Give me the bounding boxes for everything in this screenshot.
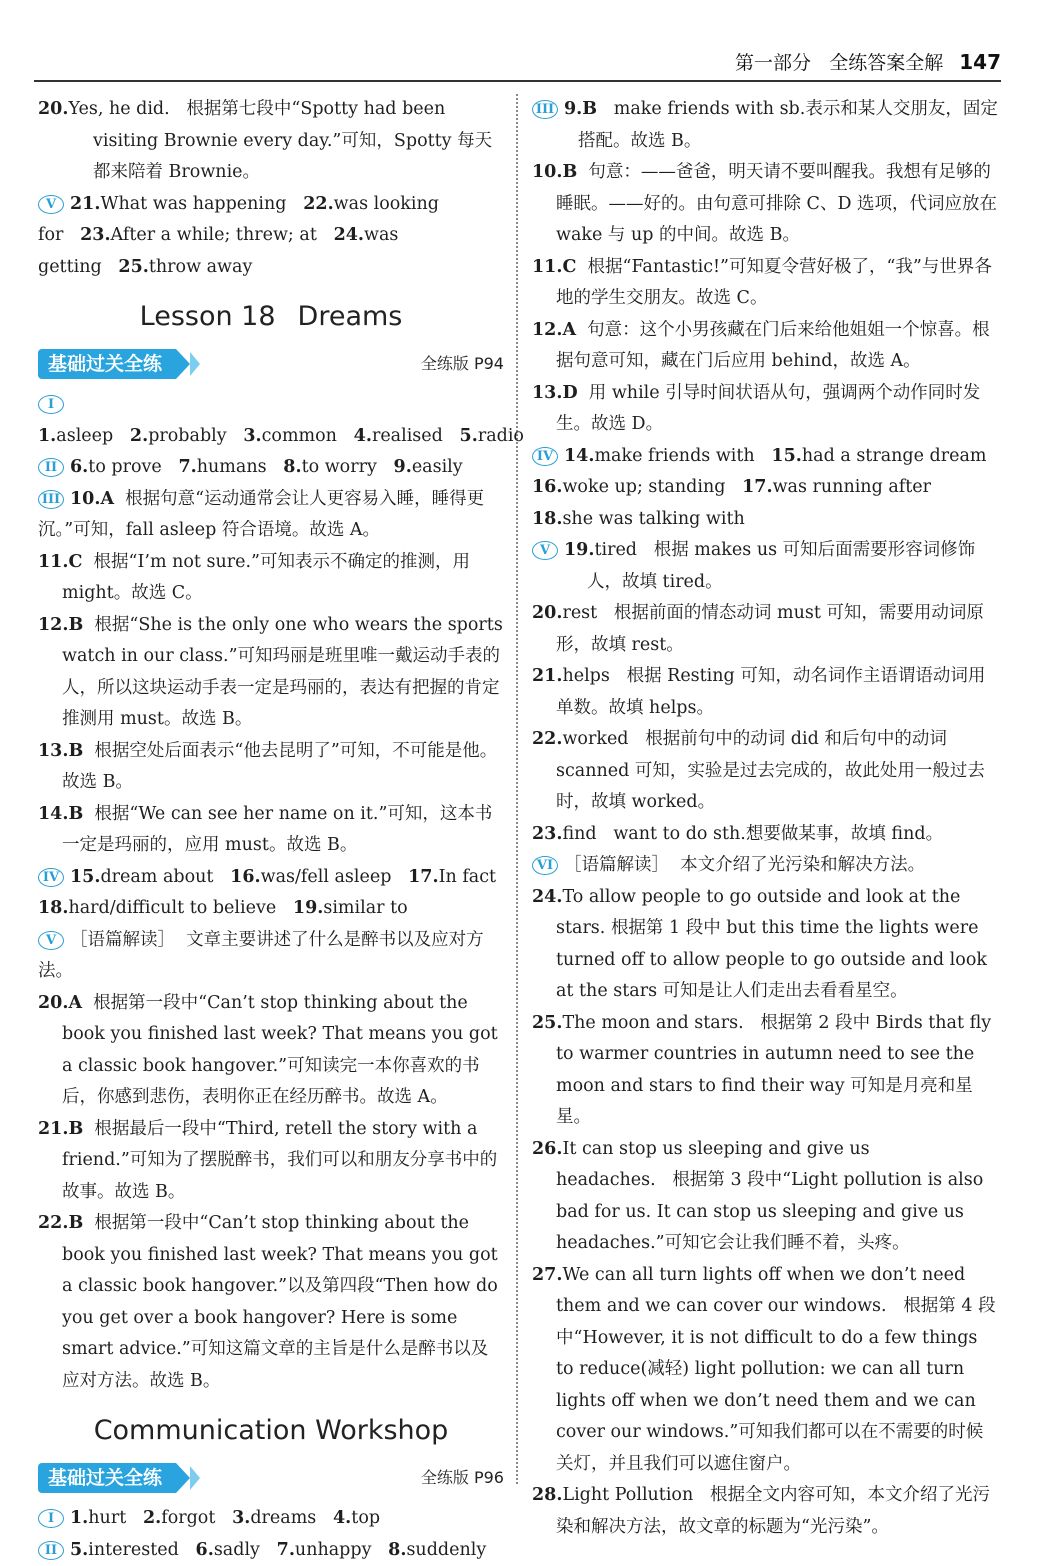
section-reference-2: 全练版 P96 bbox=[421, 1462, 504, 1494]
roman-v-icon: V bbox=[532, 541, 558, 560]
answer-11c: 11.C 根据“Fantastic!”可知夏令营好极了，“我”与世界各地的学生交朋友。故选 C。 bbox=[532, 252, 998, 315]
roman-v-icon: V bbox=[38, 931, 64, 950]
answer-22: 22.B 根据第一段中“Can’t stop thinking about the book you finished last week? That means you got a classic book hangover.”以及第四段“Then how do you get over a book hangover? Here is some smart advice.”可知这篇文章的主旨是什么是醉书以及应对方法。故选 B。 bbox=[38, 1208, 504, 1397]
roman-ii-icon: II bbox=[38, 458, 64, 477]
right-column bbox=[532, 94, 998, 1543]
answer-25: 25.The moon and stars. 根据第 2 段中 Birds that fly to warmer countries in autumn need to see the moon and stars to find their way 可知是月亮和星星。 bbox=[532, 1008, 998, 1134]
roman-iii-icon: III bbox=[532, 100, 558, 119]
answer-28: 28.Light Pollution 根据全文内容可知，本文介绍了光污染和解决方法，故文章的标题为“光污染”。 bbox=[532, 1480, 998, 1543]
right-section-iv-answers-2: 16.woke up; standing 17.was running after bbox=[532, 472, 998, 504]
answer-19: V 19.tired 根据 makes us 可知后面需要形容词修饰人，故填 tired。 bbox=[532, 535, 998, 598]
column-divider bbox=[516, 94, 518, 1484]
left-column bbox=[38, 94, 504, 1566]
section-v-answers: V 21.What was happening 22.was looking for 23.After a while; threw; at 24.was getting 25.throw away bbox=[38, 189, 504, 284]
roman-iii-icon: III bbox=[38, 490, 64, 509]
answer-22-worked: 22.worked 根据前句中的动词 did 和后句中的动词 scanned 可知，实验是过去完成的，故此处用一般过去时，故填 worked。 bbox=[532, 724, 998, 819]
answer-13: 13.B 根据空处后面表示“他去昆明了”可知，不可能是他。故选 B。 bbox=[38, 736, 504, 799]
workshop-ii-answers: II 5.interested 6.sadly 7.unhappy 8.suddenly bbox=[38, 1535, 504, 1566]
answer-20-rest: 20.rest 根据前面的情态动词 must 可知，需要用动词原形，故填 rest。 bbox=[532, 598, 998, 661]
roman-iv-icon: IV bbox=[38, 868, 64, 887]
answer-24: 24.To allow people to go outside and look at the stars. 根据第 1 段中 but this time the lights were turned off to allow people to go outside and look at the stars 可知是让人们走出去看看星空。 bbox=[532, 882, 998, 1008]
right-section-iv-answers-3: 18.she was talking with bbox=[532, 504, 998, 536]
section-ii-answers: II 6.to prove 7.humans 8.to worry 9.easily bbox=[38, 452, 504, 484]
answer-12a: 12.A 句意：这个小男孩藏在门后来给他姐姐一个惊喜。根据句意可知，藏在门后应用 behind，故选 A。 bbox=[532, 315, 998, 378]
answer-27: 27.We can all turn lights off when we don’t need them and we can cover our windows. 根据第 4 段中“However, it is not difficult to do a few things to reduce(减轻) light pollution: we can all turn lights off when we don’t need them and we can cover our windows.”可知我们都可以在不需要的时候关灯，并且我们可以遮住窗户。 bbox=[532, 1260, 998, 1481]
answer-20: 20.Yes, he did. 根据第七段中“Spotty had been visiting Brownie every day.”可知，Spotty 每天都来陪着 Brownie。 bbox=[38, 94, 504, 189]
page-header bbox=[735, 48, 1001, 75]
section-tab-2: 基础过关全练 bbox=[38, 1463, 176, 1493]
section-i-answers: I1.asleep 2.probably 3.common 4.realised 5.radio bbox=[38, 389, 504, 452]
section-iv-answers-2: 18.hard/difficult to believe 19.similar to bbox=[38, 893, 504, 925]
roman-i-icon: I bbox=[38, 1509, 64, 1528]
section-tab: 基础过关全练 bbox=[38, 349, 176, 379]
section-banner-2 bbox=[38, 1459, 504, 1497]
answer-14: 14.B 根据“We can see her name on it.”可知，这本书一定是玛丽的，应用 must。故选 B。 bbox=[38, 799, 504, 862]
header-rule bbox=[34, 80, 1001, 82]
answer-20a: 20.A 根据第一段中“Can’t stop thinking about the book you finished last week? That means you got a classic book hangover.”可知读完一本你喜欢的书后，你感到悲伤，表明你正在经历醉书。故选 A。 bbox=[38, 988, 504, 1114]
page-number: 147 bbox=[959, 50, 1001, 74]
lesson-title: Lesson 18 Dreams bbox=[38, 299, 504, 335]
answer-26: 26.It can stop us sleeping and give us headaches. 根据第 3 段中“Light pollution is also bad for us. It can stop us sleeping and give us headaches.”可知它会让我们睡不着，头疼。 bbox=[532, 1134, 998, 1260]
answer-21: 21.B 根据最后一段中“Third, retell the story with a friend.”可知为了摆脱醉书，我们可以和朋友分享书中的故事。故选 B。 bbox=[38, 1114, 504, 1209]
section-banner bbox=[38, 345, 504, 383]
section-iv-answers: IV 15.dream about 16.was/fell asleep 17.In fact bbox=[38, 862, 504, 894]
answer-21-helps: 21.helps 根据 Resting 可知，动名词作主语谓语动词用单数。故填 helps。 bbox=[532, 661, 998, 724]
passage-summary-vi: VI ［语篇解读］ 本文介绍了光污染和解决方法。 bbox=[532, 850, 998, 882]
workshop-title: Communication Workshop bbox=[38, 1413, 504, 1449]
answer-13d: 13.D 用 while 引导时间状语从句，强调两个动作同时发生。故选 D。 bbox=[532, 378, 998, 441]
answer-23-find: 23.find want to do sth.想要做某事，故填 find。 bbox=[532, 819, 998, 851]
roman-vi-icon: VI bbox=[532, 856, 558, 875]
answer-10: III 10.A 根据句意“运动通常会让人更容易入睡，睡得更沉。”可知，fall asleep 符合语境。故选 A。 bbox=[38, 484, 504, 547]
book-label: 全练答案全解 bbox=[829, 52, 943, 74]
right-section-iv-answers: IV 14.make friends with 15.had a strange dream bbox=[532, 441, 998, 473]
answer-11: 11.C 根据“I’m not sure.”可知表示不确定的推测，用 might。故选 C。 bbox=[38, 547, 504, 610]
roman-i-icon: I bbox=[38, 395, 64, 414]
passage-summary-v: V ［语篇解读］ 文章主要讲述了什么是醉书以及应对方法。 bbox=[38, 925, 504, 988]
answer-12: 12.B 根据“She is the only one who wears the sports watch in our class.”可知玛丽是班里唯一戴运动手表的人，所以这块运动手表一定是玛丽的，表达有把握的肯定推测用 must。故选 B。 bbox=[38, 610, 504, 736]
part-label: 第一部分 bbox=[735, 52, 811, 74]
roman-v-icon: V bbox=[38, 195, 64, 214]
roman-iv-icon: IV bbox=[532, 447, 558, 466]
answer-10b: 10.B 句意：——爸爸，明天请不要叫醒我。我想有足够的睡眠。——好的。由句意可排除 C、D 选项，代词应放在 wake 与 up 的中间。故选 B。 bbox=[532, 157, 998, 252]
workshop-i-answers: I 1.hurt 2.forgot 3.dreams 4.top bbox=[38, 1503, 504, 1535]
roman-ii-icon: II bbox=[38, 1541, 64, 1560]
section-reference: 全练版 P94 bbox=[421, 348, 504, 380]
answer-9: III 9.B make friends with sb.表示和某人交朋友，固定搭配。故选 B。 bbox=[532, 94, 998, 157]
